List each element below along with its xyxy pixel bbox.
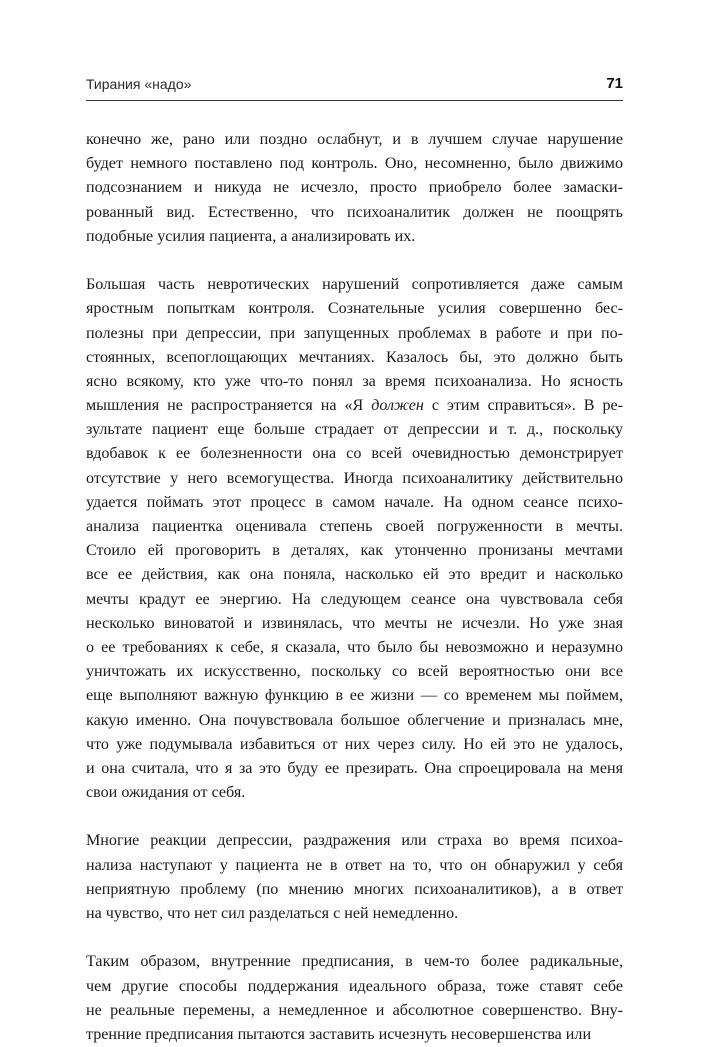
text-line: какую именно. Она почувствовала большое облегчение и призналась мне, [86,711,623,729]
header-rule [86,100,623,101]
text-line: о ее требованиях к себе, я сказала, что было бы невозможно и неразумно [86,638,623,656]
body-text [86,128,623,1047]
text-line: уничтожать их искусственно, поскольку со всей вероятностью они все [86,663,623,681]
text-line: чем другие способы поддержания идеального образа, тоже ставят себе [86,977,623,995]
text-line: неприятную проблему (по мнению многих психоаналитиков), а в ответ [86,880,623,898]
text-line: стоянных, всепоглощающих мечтаниях. Казалось бы, это должно быть [86,348,623,366]
text-line: зультате пациент еще больше страдает от депрессии и т. д., поскольку [86,421,623,439]
text-line: отсутствие у него всемогущества. Иногда психоаналитику действительно [86,469,623,487]
text-line: будет немного поставлено под контроль. Оно, несомненно, было движимо [86,155,623,173]
text-line: удается поймать этот процесс в самом начале. На одном сеансе психо- [86,493,623,511]
text-line: что уже подумывала избавиться от них через силу. Но ей это не удалось, [86,735,623,753]
text-line: Стоило ей проговорить в деталях, как утонченно пронизаны мечтами [86,542,623,560]
text-line: не реальные перемены, а немедленное и абсолютное совершенство. Вну- [86,1001,623,1019]
text-line: Многие реакции депрессии, раздражения или страха во время психоа- [86,832,623,850]
text-line: тренние предписания пытаются заставить исчезнуть несовершенства или [86,1025,592,1043]
paragraph [86,128,623,249]
text-line: анализа пациентка оценивала степень своей погруженности в мечты. [86,518,623,535]
text-line: Таким образом, внутренние предписания, в чем-то более радикальные, [86,953,623,971]
text-line: и она считала, что я за это буду ее презирать. Она спроецировала на меня [86,759,623,777]
text-line: полезны при депрессии, при запущенных проблемах в работе и при по- [86,324,623,342]
text-line: вдобавок к ее болезненности она со всей очевидностью демонстрирует [86,445,623,463]
text-line: еще выполняют важную функцию в ее жизни — со временем мы поймем, [86,687,623,705]
text-line: Большая часть невротических нарушений сопротивляется даже самым [86,276,623,294]
text-line: несколько виноватой и извинялась, что мечты не исчезли. Но уже зная [86,614,623,632]
page-number: 71 [606,75,623,92]
text-line: ясно всякому, кто уже что-то понял за время психоанализа. Но ясность [86,372,623,390]
running-title: Тирания «надо» [86,76,192,92]
paragraph [86,950,623,1047]
text-line: рованный вид. Естественно, что психоаналитик должен не поощрять [86,203,623,221]
text-line: мышления не распространяется на «Я должен с этим справиться». В ре- [86,397,623,415]
paragraph [86,829,623,926]
paragraph [86,273,623,805]
text-line: нализа наступают у пациента не в ответ на то, что он обнаружил у себя [86,856,623,874]
text-line: яростным попыткам контроля. Сознательные усилия совершенно бес- [86,300,623,318]
text-line: подобные усилия пациента, а анализировать их. [86,227,416,245]
text-line: мечты крадут ее энергию. На следующем сеансе она чувствовала себя [86,590,623,608]
emphasized-word: должен [371,397,424,415]
text-line: подсознанием и никуда не исчезло, просто приобрело более замаски- [86,179,623,197]
text-line: на чувство, что нет сил разделаться с ней немедленно. [86,905,459,922]
text-line: все ее действия, как она поняла, насколько ей это вредит и насколько [86,566,623,584]
text-line: свои ожидания от себя. [86,784,246,802]
running-head [86,76,623,98]
text-line: конечно же, рано или поздно ослабнут, и в лучшем случае нарушение [86,131,623,148]
